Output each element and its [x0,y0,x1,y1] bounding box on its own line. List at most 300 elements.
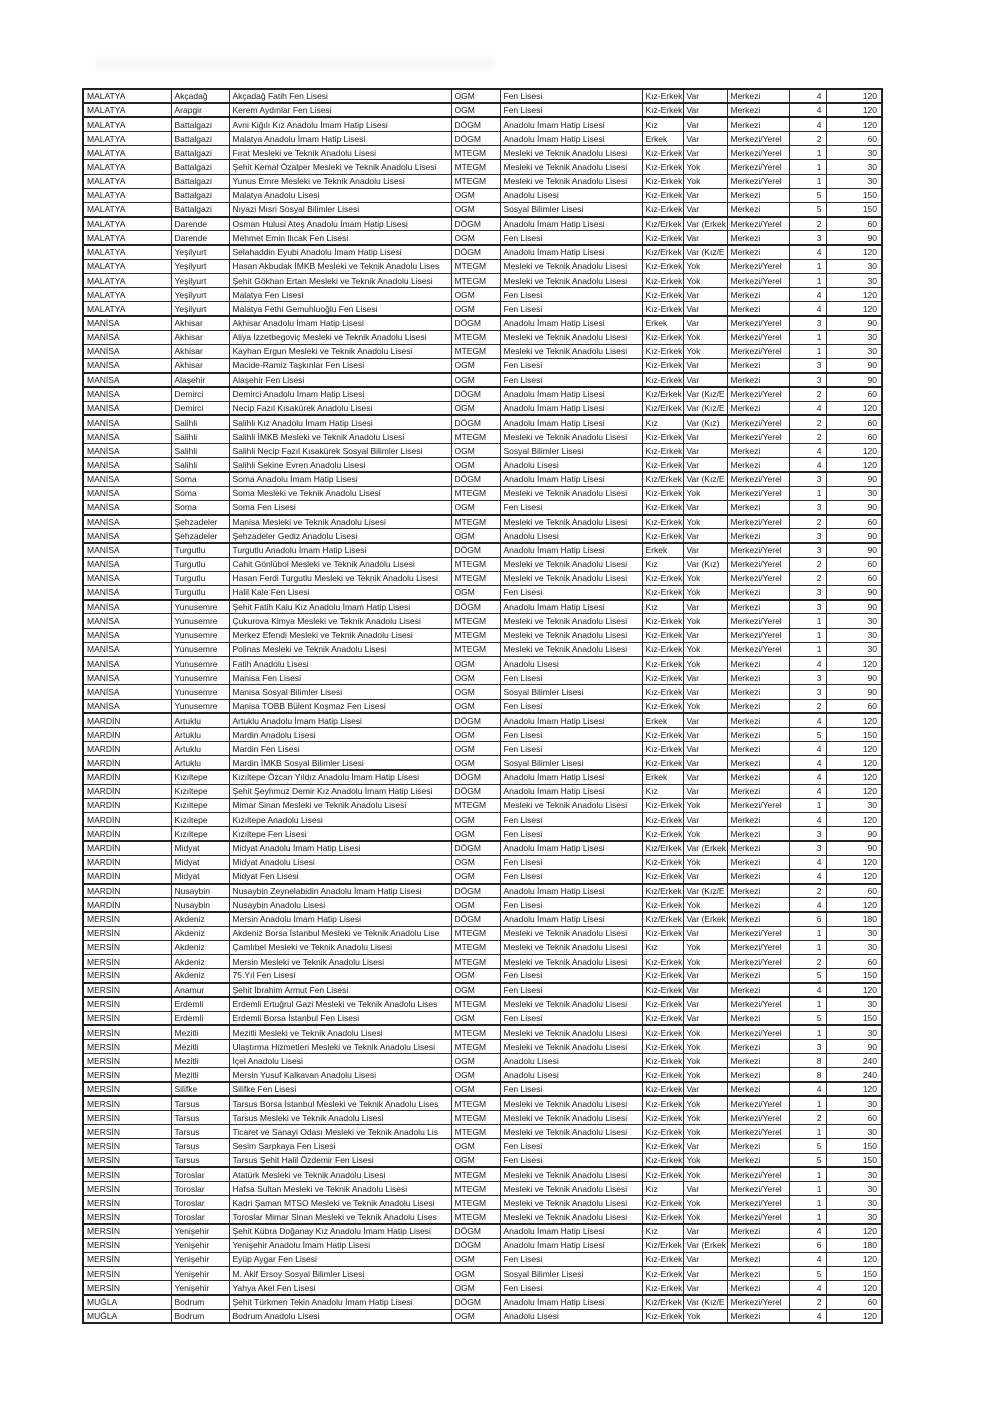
directorate-cell: MTEGM [451,1196,500,1210]
school-name-cell: Tarsus Mesleki ve Teknik Anadolu Lisesi [229,1111,451,1125]
table-row [83,387,882,401]
directorate-cell: OGM [451,302,500,316]
gender-cell: Kız-Erkek [642,1281,683,1295]
quota-cell: 30 [826,997,882,1011]
quota-cell: 30 [826,1210,882,1224]
table-row [83,1040,882,1054]
quota-cell: 150 [826,203,882,217]
province-cell: MANİSA [83,557,171,571]
district-cell: Turgutlu [171,557,229,571]
class-count-cell: 4 [789,103,826,117]
district-cell: Tarsus [171,1096,229,1110]
gender-cell: Kız-Erkek [642,160,683,174]
school-name-cell: Akdeniz Borsa İstanbul Mesleki ve Teknik Anadolu Lise [229,926,451,940]
district-cell: Anamur [171,983,229,997]
school-type-cell: Mesleki ve Teknik Anadolu Lisesi [500,330,642,344]
district-cell: Nusaybin [171,884,229,898]
boarding-cell: Var [683,444,727,458]
boarding-cell: Yok [683,954,727,968]
quota-cell: 30 [826,1096,882,1110]
class-count-cell: 8 [789,1054,826,1068]
directorate-cell: DÖGM [451,1295,500,1309]
class-count-cell: 4 [789,1252,826,1266]
directorate-cell: MTEGM [451,1181,500,1195]
boarding-cell: Var [683,288,727,302]
district-cell: Akdeniz [171,940,229,954]
school-name-cell: M. Akif Ersoy Sosyal Bilimler Lisesi [229,1267,451,1281]
class-count-cell: 3 [789,827,826,841]
district-cell: Mezitli [171,1025,229,1039]
class-count-cell: 1 [789,614,826,628]
gender-cell: Kız-Erkek [642,500,683,514]
table-row [83,1025,882,1039]
class-count-cell: 2 [789,132,826,146]
gender-cell: Kız-Erkek [642,146,683,160]
boarding-cell: Var [683,600,727,614]
gender-cell: Kız-Erkek [642,983,683,997]
province-cell: MANİSA [83,373,171,387]
school-type-cell: Mesleki ve Teknik Anadolu Lisesi [500,1167,642,1181]
province-cell: MERSİN [83,926,171,940]
exam-type-cell: Merkezi [727,770,789,784]
exam-type-cell: Merkezi [727,288,789,302]
school-type-cell: Fen Lisesi [500,869,642,883]
directorate-cell: OGM [451,373,500,387]
exam-type-cell: Merkezi [727,713,789,727]
province-cell: MANİSA [83,586,171,600]
school-type-cell: Anadolu Lisesi [500,657,642,671]
quota-cell: 120 [826,898,882,912]
quota-cell: 120 [826,855,882,869]
school-type-cell: Mesleki ve Teknik Anadolu Lisesi [500,344,642,358]
district-cell: Soma [171,486,229,500]
directorate-cell: OGM [451,1082,500,1096]
district-cell: Mezitli [171,1068,229,1082]
school-type-cell: Anadolu İmam Hatip Lisesi [500,132,642,146]
table-row [83,798,882,812]
directorate-cell: MTEGM [451,160,500,174]
gender-cell: Kız [642,600,683,614]
quota-cell: 90 [826,600,882,614]
school-type-cell: Anadolu İmam Hatip Lisesi [500,117,642,131]
district-cell: Alaşehir [171,373,229,387]
exam-type-cell: Merkezi/Yerel [727,486,789,500]
school-type-cell: Anadolu İmam Hatip Lisesi [500,415,642,429]
school-name-cell: Manisa Fen Lisesi [229,671,451,685]
directorate-cell: DÖGM [451,415,500,429]
province-cell: MERSİN [83,1281,171,1295]
class-count-cell: 4 [789,983,826,997]
school-name-cell: Çukurova Kimya Mesleki ve Teknik Anadolu Lisesi [229,614,451,628]
school-name-cell: Merkez Efendi Mesleki ve Teknik Anadolu Lisesi [229,628,451,642]
class-count-cell: 4 [789,756,826,770]
table-row [83,486,882,500]
province-cell: MERSİN [83,1068,171,1082]
boarding-cell: Yok [683,1068,727,1082]
gender-cell: Kız/Erkek [642,401,683,415]
gender-cell: Kız-Erkek [642,188,683,202]
gender-cell: Kız-Erkek [642,1111,683,1125]
boarding-cell: Var [683,529,727,543]
school-type-cell: Anadolu İmam Hatip Lisesi [500,543,642,557]
class-count-cell: 3 [789,472,826,486]
school-name-cell: Erdemli Ertuğrul Gazi Mesleki ve Teknik Anadolu Lises [229,997,451,1011]
class-count-cell: 4 [789,713,826,727]
directorate-cell: DÖGM [451,912,500,926]
directorate-cell: OGM [451,685,500,699]
gender-cell: Kız-Erkek [642,1011,683,1025]
table-row [83,1267,882,1281]
district-cell: Demirci [171,387,229,401]
district-cell: Akhisar [171,359,229,373]
directorate-cell: OGM [451,855,500,869]
table-row [83,146,882,160]
district-cell: Yunusemre [171,642,229,656]
school-name-cell: Macide-Ramiz Taşkınlar Fen Lisesi [229,359,451,373]
directorate-cell: MTEGM [451,330,500,344]
table-row [83,515,882,529]
directorate-cell: DÖGM [451,770,500,784]
class-count-cell: 2 [789,430,826,444]
district-cell: Akçadağ [171,89,229,103]
school-name-cell: Demirci Anadolu İmam Hatip Lisesi [229,387,451,401]
quota-cell: 120 [826,1252,882,1266]
table-row [83,430,882,444]
quota-cell: 150 [826,1011,882,1025]
boarding-cell: Yok [683,259,727,273]
district-cell: Artuklu [171,742,229,756]
province-cell: MERSİN [83,983,171,997]
directorate-cell: OGM [451,500,500,514]
boarding-cell: Yok [683,586,727,600]
boarding-cell: Var (Kız) [683,557,727,571]
district-cell: Kızıltepe [171,770,229,784]
exam-type-cell: Merkezi [727,727,789,741]
district-cell: Kızıltepe [171,798,229,812]
boarding-cell: Yok [683,614,727,628]
directorate-cell: OGM [451,359,500,373]
boarding-cell: Yok [683,657,727,671]
directorate-cell: DÖGM [451,387,500,401]
quota-cell: 60 [826,1295,882,1309]
exam-type-cell: Merkezi/Yerel [727,940,789,954]
exam-type-cell: Merkezi/Yerel [727,798,789,812]
quota-cell: 90 [826,373,882,387]
school-type-cell: Anadolu Lisesi [500,529,642,543]
school-name-cell: İçel Anadolu Lisesi [229,1054,451,1068]
school-type-cell: Anadolu İmam Hatip Lisesi [500,316,642,330]
quota-cell: 30 [826,940,882,954]
exam-type-cell: Merkezi/Yerel [727,146,789,160]
table-row [83,841,882,855]
province-cell: MALATYA [83,302,171,316]
gender-cell: Kız-Erkek [642,359,683,373]
directorate-cell: OGM [451,1252,500,1266]
school-name-cell: Cahit Gönlübol Mesleki ve Teknik Anadolu Lisesi [229,557,451,571]
directorate-cell: MTEGM [451,1125,500,1139]
class-count-cell: 4 [789,1309,826,1323]
table-row [83,912,882,926]
table-row [83,529,882,543]
quota-cell: 180 [826,1238,882,1252]
quota-cell: 120 [826,401,882,415]
school-name-cell: Malatya Anadolu Lisesi [229,188,451,202]
table-row [83,1153,882,1167]
province-cell: MARDİN [83,798,171,812]
gender-cell: Kız-Erkek [642,273,683,287]
exam-type-cell: Merkezi [727,884,789,898]
exam-type-cell: Merkezi/Yerel [727,1096,789,1110]
school-name-cell: Yenişehir Anadolu İmam Hatip Lisesi [229,1238,451,1252]
school-name-cell: Polinas Mesleki ve Teknik Anadolu Lisesi [229,642,451,656]
boarding-cell: Yok [683,798,727,812]
class-count-cell: 4 [789,813,826,827]
province-cell: MERSİN [83,1011,171,1025]
boarding-cell: Var (Kız/E [683,387,727,401]
school-type-cell: Mesleki ve Teknik Anadolu Lisesi [500,1181,642,1195]
exam-type-cell: Merkezi [727,188,789,202]
quota-cell: 120 [826,742,882,756]
quota-cell: 240 [826,1054,882,1068]
gender-cell: Kız/Erkek [642,884,683,898]
directorate-cell: OGM [451,699,500,713]
district-cell: Yeşilyurt [171,259,229,273]
directorate-cell: MTEGM [451,1210,500,1224]
school-type-cell: Anadolu İmam Hatip Lisesi [500,1295,642,1309]
school-type-cell: Fen Lisesi [500,1153,642,1167]
district-cell: Toroslar [171,1196,229,1210]
quota-cell: 90 [826,1040,882,1054]
school-name-cell: Soma Fen Lisesi [229,500,451,514]
boarding-cell: Var [683,1281,727,1295]
directorate-cell: OGM [451,89,500,103]
directorate-cell: OGM [451,898,500,912]
table-row [83,288,882,302]
school-name-cell: Mezitli Mesleki ve Teknik Anadolu Lisesi [229,1025,451,1039]
boarding-cell: Yok [683,1025,727,1039]
province-cell: MALATYA [83,89,171,103]
boarding-cell: Var [683,628,727,642]
class-count-cell: 2 [789,1111,826,1125]
directorate-cell: OGM [451,401,500,415]
class-count-cell: 4 [789,855,826,869]
table-row [83,1167,882,1181]
province-cell: MERSİN [83,940,171,954]
boarding-cell: Var [683,117,727,131]
table-row [83,1096,882,1110]
boarding-cell: Var [683,231,727,245]
district-cell: Yunusemre [171,628,229,642]
school-type-cell: Sosyal Bilimler Lisesi [500,685,642,699]
province-cell: MANİSA [83,316,171,330]
table-row [83,926,882,940]
directorate-cell: OGM [451,1309,500,1323]
gender-cell: Kız-Erkek [642,430,683,444]
province-cell: MERSİN [83,1210,171,1224]
school-type-cell: Anadolu Lisesi [500,1309,642,1323]
exam-type-cell: Merkezi [727,742,789,756]
quota-cell: 150 [826,1139,882,1153]
gender-cell: Kız/Erkek [642,387,683,401]
gender-cell: Kız-Erkek [642,458,683,472]
province-cell: MALATYA [83,174,171,188]
boarding-cell: Yok [683,940,727,954]
table-row [83,628,882,642]
exam-type-cell: Merkezi [727,245,789,259]
province-cell: MANİSA [83,344,171,358]
quota-cell: 120 [826,713,882,727]
district-cell: Yenişehir [171,1238,229,1252]
province-cell: MERSİN [83,912,171,926]
exam-type-cell: Merkezi/Yerel [727,217,789,231]
school-name-cell: Kızıltepe Özcan Yıldız Anadolu İmam Hatip Lisesi [229,770,451,784]
table-row [83,727,882,741]
directorate-cell: MTEGM [451,557,500,571]
quota-cell: 30 [826,614,882,628]
exam-type-cell: Merkezi [727,444,789,458]
school-name-cell: Şehit Şeyhmuz Demir Kız Anadolu İmam Hatip Lisesi [229,784,451,798]
exam-type-cell: Merkezi [727,1267,789,1281]
quota-cell: 120 [826,89,882,103]
school-type-cell: Fen Lisesi [500,827,642,841]
table-row [83,132,882,146]
directorate-cell: OGM [451,444,500,458]
district-cell: Tarsus [171,1139,229,1153]
table-row [83,1295,882,1309]
quota-cell: 120 [826,869,882,883]
exam-type-cell: Merkezi [727,373,789,387]
class-count-cell: 1 [789,1181,826,1195]
school-type-cell: Anadolu İmam Hatip Lisesi [500,784,642,798]
district-cell: Bodrum [171,1309,229,1323]
school-type-cell: Anadolu Lisesi [500,458,642,472]
boarding-cell: Var [683,1082,727,1096]
table-row [83,1139,882,1153]
gender-cell: Erkek [642,770,683,784]
school-type-cell: Fen Lisesi [500,855,642,869]
class-count-cell: 5 [789,1153,826,1167]
school-type-cell: Mesleki ve Teknik Anadolu Lisesi [500,614,642,628]
quota-cell: 60 [826,1111,882,1125]
quota-cell: 120 [826,770,882,784]
school-name-cell: Tarsus Şehit Halil Özdemir Fen Lisesi [229,1153,451,1167]
directorate-cell: OGM [451,231,500,245]
province-cell: MERSİN [83,1252,171,1266]
school-type-cell: Mesleki ve Teknik Anadolu Lisesi [500,146,642,160]
quota-cell: 90 [826,543,882,557]
school-name-cell: Salihli Kız Anadolu İmam Hatip Lisesi [229,415,451,429]
school-name-cell: Fatih Anadolu Lisesi [229,657,451,671]
school-name-cell: Nusaybin Zeynelabidin Anadolu İmam Hatip Lisesi [229,884,451,898]
province-cell: MERSİN [83,1096,171,1110]
class-count-cell: 1 [789,1096,826,1110]
boarding-cell: Yok [683,486,727,500]
province-cell: MANİSA [83,444,171,458]
gender-cell: Kız-Erkek [642,699,683,713]
class-count-cell: 1 [789,1025,826,1039]
table-row [83,302,882,316]
table-row [83,1054,882,1068]
quota-cell: 60 [826,557,882,571]
directorate-cell: OGM [451,756,500,770]
district-cell: Darende [171,217,229,231]
exam-type-cell: Merkezi/Yerel [727,543,789,557]
exam-type-cell: Merkezi/Yerel [727,642,789,656]
exam-type-cell: Merkezi/Yerel [727,132,789,146]
class-count-cell: 4 [789,770,826,784]
directorate-cell: MTEGM [451,614,500,628]
directorate-cell: OGM [451,1281,500,1295]
table-row [83,316,882,330]
exam-type-cell: Merkezi [727,685,789,699]
province-cell: MANİSA [83,415,171,429]
boarding-cell: Var (Erkek [683,1238,727,1252]
province-cell: MANİSA [83,614,171,628]
quota-cell: 120 [826,784,882,798]
directorate-cell: OGM [451,827,500,841]
class-count-cell: 1 [789,1196,826,1210]
boarding-cell: Var [683,103,727,117]
class-count-cell: 4 [789,1082,826,1096]
school-type-cell: Fen Lisesi [500,586,642,600]
directorate-cell: OGM [451,203,500,217]
exam-type-cell: Merkezi/Yerel [727,997,789,1011]
school-name-cell: Mersin Yusuf Kalkavan Anadolu Lisesi [229,1068,451,1082]
table-row [83,784,882,798]
boarding-cell: Var (Kız/E [683,1295,727,1309]
school-type-cell: Anadolu İmam Hatip Lisesi [500,217,642,231]
class-count-cell: 3 [789,1040,826,1054]
province-cell: MANİSA [83,642,171,656]
quota-cell: 120 [826,756,882,770]
school-type-cell: Mesleki ve Teknik Anadolu Lisesi [500,1196,642,1210]
district-cell: Toroslar [171,1181,229,1195]
school-name-cell: Manisa Mesleki ve Teknik Anadolu Lisesi [229,515,451,529]
school-name-cell: Tarsus Borsa İstanbul Mesleki ve Teknik Anadolu Lises [229,1096,451,1110]
class-count-cell: 1 [789,798,826,812]
directorate-cell: DÖGM [451,117,500,131]
directorate-cell: MTEGM [451,798,500,812]
school-name-cell: Akçadağ Fatih Fen Lisesi [229,89,451,103]
district-cell: Demirci [171,401,229,415]
school-type-cell: Anadolu İmam Hatip Lisesi [500,401,642,415]
exam-type-cell: Merkezi/Yerel [727,472,789,486]
province-cell: MUĞLA [83,1309,171,1323]
school-type-cell: Mesleki ve Teknik Anadolu Lisesi [500,628,642,642]
directorate-cell: OGM [451,1267,500,1281]
province-cell: MERSİN [83,997,171,1011]
class-count-cell: 5 [789,969,826,983]
class-count-cell: 5 [789,203,826,217]
school-name-cell: Manisa Sosyal Bilimler Lisesi [229,685,451,699]
school-name-cell: Şehit İbrahim Armut Fen Lisesi [229,983,451,997]
province-cell: MANİSA [83,430,171,444]
school-type-cell: Mesleki ve Teknik Anadolu Lisesi [500,1040,642,1054]
class-count-cell: 4 [789,784,826,798]
table-row [83,543,882,557]
directorate-cell: DÖGM [451,600,500,614]
province-cell: MANİSA [83,685,171,699]
province-cell: MANİSA [83,657,171,671]
gender-cell: Kız [642,784,683,798]
directorate-cell: OGM [451,1153,500,1167]
class-count-cell: 2 [789,217,826,231]
province-cell: MERSİN [83,1181,171,1195]
class-count-cell: 1 [789,146,826,160]
province-cell: MALATYA [83,160,171,174]
school-name-cell: Manisa TOBB Bülent Koşmaz Fen Lisesi [229,699,451,713]
gender-cell: Erkek [642,132,683,146]
